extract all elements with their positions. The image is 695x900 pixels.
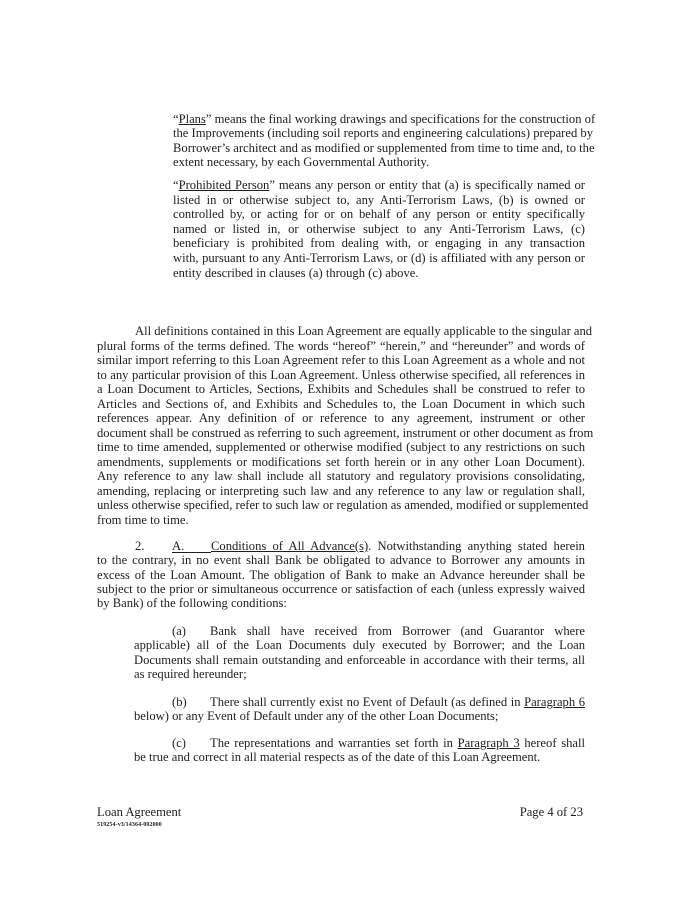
text-line: to any particular provision of this Loan Agreement. Unless otherwise specified, all references in [97, 367, 585, 382]
text-line [172, 539, 585, 553]
text-line [173, 178, 585, 192]
text-line: unless otherwise specified, refer to such law or regulation as amended, modified or supplemented [97, 498, 589, 512]
text-line: controlled by, or acting for or on behalf of any person or entity specifically [173, 207, 585, 222]
text-line: Documents shall remain outstanding and enforceable in accordance with their terms, all [134, 652, 585, 667]
text-segment: ” means any person or entity that (a) is specifically named or [269, 178, 585, 192]
underlined-term: Paragraph 3 [457, 736, 520, 750]
text-line: plural forms of the terms defined. The words “hereof” “herein,” and “hereunder” and words of [97, 338, 585, 353]
text-line: to the contrary, in no event shall Bank be obligated to advance to Borrower any amounts in [97, 553, 585, 568]
footer-document-id: 519254-v3/14364-002000 [97, 822, 162, 828]
text-line [173, 112, 596, 126]
text-segment: “ [173, 112, 179, 126]
text-segment: There shall currently exist no Event of Default (as defined in [210, 695, 525, 709]
text-line: Bank shall have received from Borrower (and Guarantor where [210, 624, 585, 638]
text-line: as required hereunder; [134, 666, 247, 681]
underlined-term: Conditions of All Advance(s) [211, 539, 369, 553]
text-segment: . Notwithstanding anything stated herein [368, 539, 585, 553]
text-segment: hereof shall [519, 736, 585, 750]
text-line: Any reference to any law shall include all statutory and regulatory provisions consolidating, [97, 469, 585, 483]
footer-page-number: Page 4 of 23 [519, 805, 583, 819]
text-line: a Loan Document to Articles, Sections, Exhibits and Schedules shall be construed to refer to [97, 382, 585, 396]
text-line: the Improvements (including soil reports and engineering calculations) prepared by [173, 126, 594, 141]
text-line: document shall be construed as referring to such agreement, instrument or other document as from [97, 425, 594, 440]
underlined-term: A. [172, 541, 211, 553]
text-line [210, 736, 585, 750]
text-line: similar import referring to this Loan Agreement refer to this Loan Agreement as a whole and not [97, 353, 585, 367]
text-line: below) or any Event of Default under any of the other Loan Documents; [134, 709, 499, 724]
underlined-term: Prohibited Person [178, 178, 270, 192]
text-line: references appear. Any definition of or reference to any agreement, instrument or other [97, 411, 585, 425]
text-line: with, pursuant to any Anti-Terrorism Laws, or (d) is affiliated with any person or [173, 251, 585, 265]
text-line: extent necessary, by each Governmental Authority. [173, 155, 430, 170]
text-line: time to time amended, supplemented or otherwise modified (subject to any restrictions on such [97, 440, 585, 454]
text-line: amending, replacing or interpreting such law and any reference to any law or regulation shall, [97, 483, 585, 498]
underlined-term: Paragraph 6 [524, 695, 585, 709]
text-segment: ” means the final working drawings and specifications for the construction of [205, 112, 596, 126]
footer-document-title: Loan Agreement [97, 805, 182, 819]
text-line: named or listed in, or otherwise subject to any Anti-Terrorism Laws, (c) [173, 221, 585, 236]
text-line: subject to the prior or simultaneous occurrence or satisfaction of each (unless expressly waived [97, 581, 585, 596]
text-line: from time to time. [97, 512, 189, 527]
underlined-term: Plans [178, 112, 206, 126]
text-line: amendments, supplements or modifications set forth herein or in any other Loan Document). [97, 454, 585, 469]
paragraph-number: 2. [135, 539, 145, 553]
text-line: by Bank) of the following conditions: [97, 596, 287, 611]
paragraph-number: (a) [172, 624, 186, 638]
text-line [210, 695, 585, 709]
text-line: Articles and Sections of, and Exhibits and Schedules to, the Loan Document in which such [97, 396, 585, 411]
text-line: listed in or otherwise subject to, any Anti-Terrorism Laws, (b) is owned or [173, 192, 585, 207]
text-line: applicable) all of the Loan Documents duly executed by Borrower; and the Loan [134, 638, 585, 653]
text-line: excess of the Loan Amount. The obligation of Bank to make an Advance hereunder shall be [97, 567, 585, 582]
text-line: All definitions contained in this Loan Agreement are equally applicable to the singular and [135, 324, 593, 338]
text-segment: “ [173, 178, 179, 192]
text-line: Borrower’s architect and as modified or supplemented from time to time and, to the [173, 140, 595, 155]
paragraph-number: (b) [172, 695, 187, 709]
text-segment: The representations and warranties set forth in [210, 736, 458, 750]
paragraph-number: (c) [172, 736, 186, 750]
text-line: be true and correct in all material respects as of the date of this Loan Agreement. [134, 750, 541, 765]
text-line: entity described in clauses (a) through (c) above. [173, 265, 419, 280]
text-line: beneficiary is prohibited from dealing with, or engaging in any transaction [173, 236, 585, 251]
